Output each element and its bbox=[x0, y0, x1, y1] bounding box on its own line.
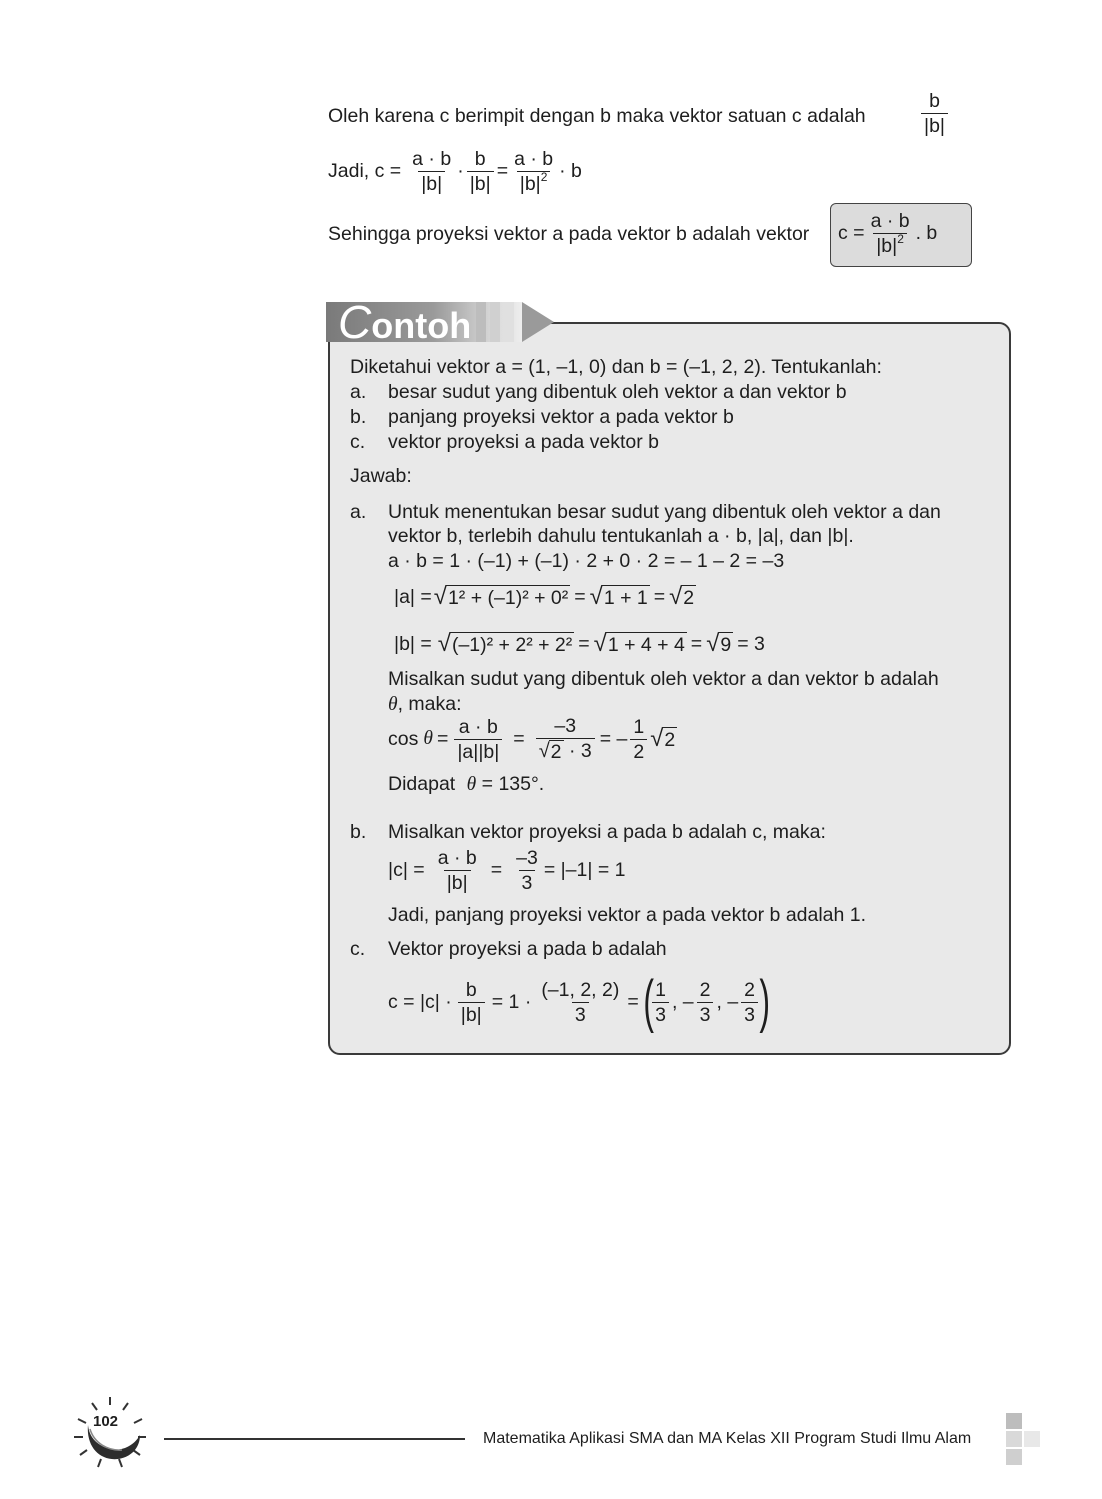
sehingga-text: Sehingga proyeksi vektor a pada vektor b adalah vektor bbox=[328, 223, 810, 245]
sqrt-icon: √ bbox=[538, 740, 550, 763]
vector-c-f1-num: b bbox=[465, 978, 477, 1001]
jawab-label bbox=[350, 464, 412, 488]
vector-c-v1-den: 3 bbox=[652, 1002, 669, 1026]
vector-c-v1-num: 1 bbox=[655, 978, 666, 1001]
abs-b-eq2: = bbox=[690, 633, 703, 655]
part-a-marker bbox=[350, 500, 366, 524]
vector-c-v3-num: 2 bbox=[744, 978, 756, 1001]
cos-f2-den-tail: · 3 bbox=[563, 740, 592, 762]
cos-equation bbox=[388, 715, 677, 763]
part-c-text-1: Vektor proyeksi a pada b adalah bbox=[388, 938, 667, 960]
vector-c-equation bbox=[388, 969, 774, 1034]
abs-a-eq2: = bbox=[653, 586, 666, 608]
footer-decor-squares bbox=[1006, 1413, 1044, 1467]
item-text: besar sudut yang dibentuk oleh vektor a dan vektor b bbox=[388, 381, 847, 403]
vector-c-lhs: c = |c| · bbox=[388, 990, 452, 1013]
page-number bbox=[93, 1412, 118, 1432]
abs-b-radicand-3: 9 bbox=[720, 634, 732, 656]
decor-square bbox=[1006, 1431, 1022, 1447]
cos-rad: 2 bbox=[664, 728, 676, 751]
jadi-dot: · bbox=[457, 160, 464, 182]
dot-product-calc bbox=[388, 549, 784, 573]
cos-eq-2: = bbox=[513, 727, 525, 750]
contoh-initial: C bbox=[338, 296, 372, 348]
jadi-f1-den: |b| bbox=[418, 171, 445, 195]
cos-label: cos bbox=[388, 727, 419, 750]
list-item bbox=[350, 380, 847, 404]
jadi-label: Jadi, c = bbox=[328, 160, 402, 182]
problem-statement bbox=[350, 355, 882, 379]
box-num: a · b bbox=[870, 210, 910, 232]
box-tail: . b bbox=[915, 222, 938, 244]
contoh-rest: ontoh bbox=[371, 305, 472, 346]
jadi-f3-sup: 2 bbox=[540, 170, 548, 184]
part-c-marker-text: c. bbox=[350, 938, 366, 960]
dot-product-text: a · b = 1 · (–1) + (–1) · 2 + 0 · 2 = – 1 – 2 = –3 bbox=[388, 550, 785, 572]
part-b-text-1: Misalkan vektor proyeksi a pada b adalah c, maka: bbox=[388, 821, 826, 843]
sqrt-icon: √ bbox=[593, 630, 607, 657]
abs-c-eq: = bbox=[490, 859, 503, 881]
abs-c-f2-den: 3 bbox=[519, 870, 536, 894]
sqrt-icon: √ bbox=[669, 583, 683, 610]
jadi-f1-num: a · b bbox=[412, 148, 452, 170]
footer-rule bbox=[164, 1438, 465, 1440]
vector-c-mid: = 1 · bbox=[491, 990, 532, 1013]
part-a-marker-text: a. bbox=[350, 501, 367, 523]
part-a-line-1 bbox=[388, 500, 941, 524]
decor-square bbox=[1024, 1431, 1040, 1447]
cos-neg: = – bbox=[599, 727, 628, 750]
unit-den: |b| bbox=[921, 113, 948, 137]
didapat-theta: θ bbox=[466, 774, 477, 795]
vector-c-f2-den: 3 bbox=[572, 1002, 589, 1026]
sqrt-icon: √ bbox=[437, 630, 451, 657]
vector-c-eq: = bbox=[627, 990, 639, 1013]
page-ornament-icon bbox=[70, 1395, 152, 1471]
didapat-label: Didapat bbox=[388, 773, 456, 795]
jadi-f3-den: |b| bbox=[519, 173, 541, 195]
decor-square bbox=[1006, 1449, 1022, 1465]
abs-c-f1-den: |b| bbox=[444, 870, 471, 894]
intro-text: Oleh karena c berimpit dengan b maka vektor satuan c adalah bbox=[328, 105, 866, 127]
abs-c-lhs: |c| = bbox=[388, 859, 425, 881]
sqrt-icon: √ bbox=[706, 630, 720, 657]
problem-text: Diketahui vektor a = (1, –1, 0) dan b = (–1, 2, 2). Tentukanlah: bbox=[350, 356, 882, 378]
box-den: |b| bbox=[876, 235, 898, 257]
cos-eq: = bbox=[436, 727, 449, 750]
vector-c-v3-den: 3 bbox=[741, 1002, 758, 1026]
vector-c-f1-den: |b| bbox=[458, 1002, 485, 1026]
sehingga-line bbox=[328, 222, 809, 246]
unit-num: b bbox=[929, 90, 940, 112]
abs-a-eq1: = bbox=[574, 586, 586, 608]
unit-vector-fraction bbox=[918, 90, 951, 137]
cos-f2-den bbox=[536, 738, 595, 763]
intro-line-1 bbox=[328, 104, 866, 128]
item-text: vektor proyeksi a pada vektor b bbox=[388, 431, 659, 453]
misalkan-line-2 bbox=[388, 692, 462, 717]
part-b-conclusion-text: Jadi, panjang proyeksi vektor a pada vektor b adalah 1. bbox=[388, 904, 867, 926]
cos-f3-den: 2 bbox=[630, 739, 647, 763]
didapat-value: = 135°. bbox=[481, 773, 545, 795]
abs-a-radicand-2: 1 + 1 bbox=[603, 587, 648, 609]
didapat-line bbox=[388, 772, 544, 797]
part-a-line-2 bbox=[388, 524, 854, 548]
misalkan-text-1: Misalkan sudut yang dibentuk oleh vektor a dan vektor b adalah bbox=[388, 668, 939, 690]
page-number-text: 102 bbox=[93, 1413, 119, 1430]
book-title bbox=[483, 1428, 971, 1450]
jadi-f2-den: |b| bbox=[467, 171, 494, 195]
jadi-tail: · b bbox=[559, 160, 582, 182]
box-label: c = bbox=[838, 222, 865, 244]
box-sup: 2 bbox=[897, 232, 904, 246]
vector-c-v2-num: 2 bbox=[699, 978, 711, 1001]
abs-a-equation bbox=[394, 585, 696, 610]
part-b-marker-text: b. bbox=[350, 821, 367, 843]
abs-a-lhs: |a| = bbox=[394, 586, 432, 608]
item-marker: a. bbox=[350, 381, 367, 403]
misalkan-text-2: , maka: bbox=[397, 693, 462, 715]
vector-c-f2-num: (–1, 2, 2) bbox=[541, 978, 620, 1001]
jawab-text: Jawab: bbox=[350, 465, 412, 487]
list-item bbox=[350, 430, 659, 454]
jadi-f3-num: a · b bbox=[514, 148, 554, 170]
abs-b-equation bbox=[394, 632, 765, 657]
cos-theta: θ bbox=[423, 728, 433, 750]
part-b-conclusion bbox=[388, 903, 866, 927]
part-b-marker bbox=[350, 820, 366, 844]
projection-formula-box bbox=[830, 203, 972, 267]
part-a-text-2: vektor b, terlebih dahulu tentukanlah a · b, |a|, dan |b|. bbox=[388, 525, 854, 547]
abs-c-f2-num: –3 bbox=[516, 847, 538, 869]
sqrt-icon: √ bbox=[650, 724, 664, 752]
part-b-line-1 bbox=[388, 820, 826, 844]
item-marker: c. bbox=[350, 431, 366, 453]
cos-f3-num: 1 bbox=[633, 715, 645, 738]
abs-b-radicand-2: 1 + 4 + 4 bbox=[607, 634, 685, 656]
cos-f1-num: a · b bbox=[458, 715, 498, 738]
cos-f2-num: –3 bbox=[554, 715, 577, 737]
abs-b-result: = 3 bbox=[737, 633, 765, 655]
abs-b-eq1: = bbox=[578, 633, 590, 655]
part-a-text-1: Untuk menentukan besar sudut yang dibentuk oleh vektor a dan bbox=[388, 501, 941, 523]
vector-c-sep1: , – bbox=[671, 990, 694, 1013]
part-c-line-1 bbox=[388, 937, 667, 961]
cos-f1-den: |a||b| bbox=[454, 739, 502, 763]
abs-c-tail: = |–1| = 1 bbox=[543, 859, 626, 881]
contoh-title bbox=[338, 296, 472, 354]
left-paren: ( bbox=[643, 969, 654, 1034]
right-paren: ) bbox=[759, 969, 771, 1034]
abs-c-f1-num: a · b bbox=[437, 847, 477, 869]
misalkan-line-1 bbox=[388, 667, 939, 691]
book-title-text: Matematika Aplikasi SMA dan MA Kelas XII Program Studi Ilmu Alam bbox=[483, 1430, 972, 1447]
sqrt-icon: √ bbox=[433, 583, 447, 610]
part-c-marker bbox=[350, 937, 365, 961]
list-item bbox=[350, 405, 734, 429]
decor-square bbox=[1006, 1413, 1022, 1429]
item-marker: b. bbox=[350, 406, 367, 428]
vector-c-sep2: , – bbox=[716, 990, 739, 1013]
vector-c-v2-den: 3 bbox=[697, 1002, 714, 1026]
jadi-eq: = bbox=[496, 160, 509, 182]
abs-a-radicand-3: 2 bbox=[683, 587, 695, 609]
abs-c-equation bbox=[388, 847, 626, 894]
theta-symbol: θ bbox=[388, 694, 398, 715]
jadi-f2-num: b bbox=[474, 148, 486, 170]
abs-a-radicand: 1² + (–1)² + 0² bbox=[447, 587, 569, 609]
abs-b-lhs: |b| = bbox=[394, 633, 432, 655]
abs-b-radicand: (–1)² + 2² + 2² bbox=[451, 634, 573, 656]
item-text: panjang proyeksi vektor a pada vektor b bbox=[388, 406, 734, 428]
sqrt-icon: √ bbox=[589, 583, 603, 610]
jadi-equation bbox=[328, 148, 582, 195]
cos-f2-den-rad: 2 bbox=[550, 741, 562, 764]
